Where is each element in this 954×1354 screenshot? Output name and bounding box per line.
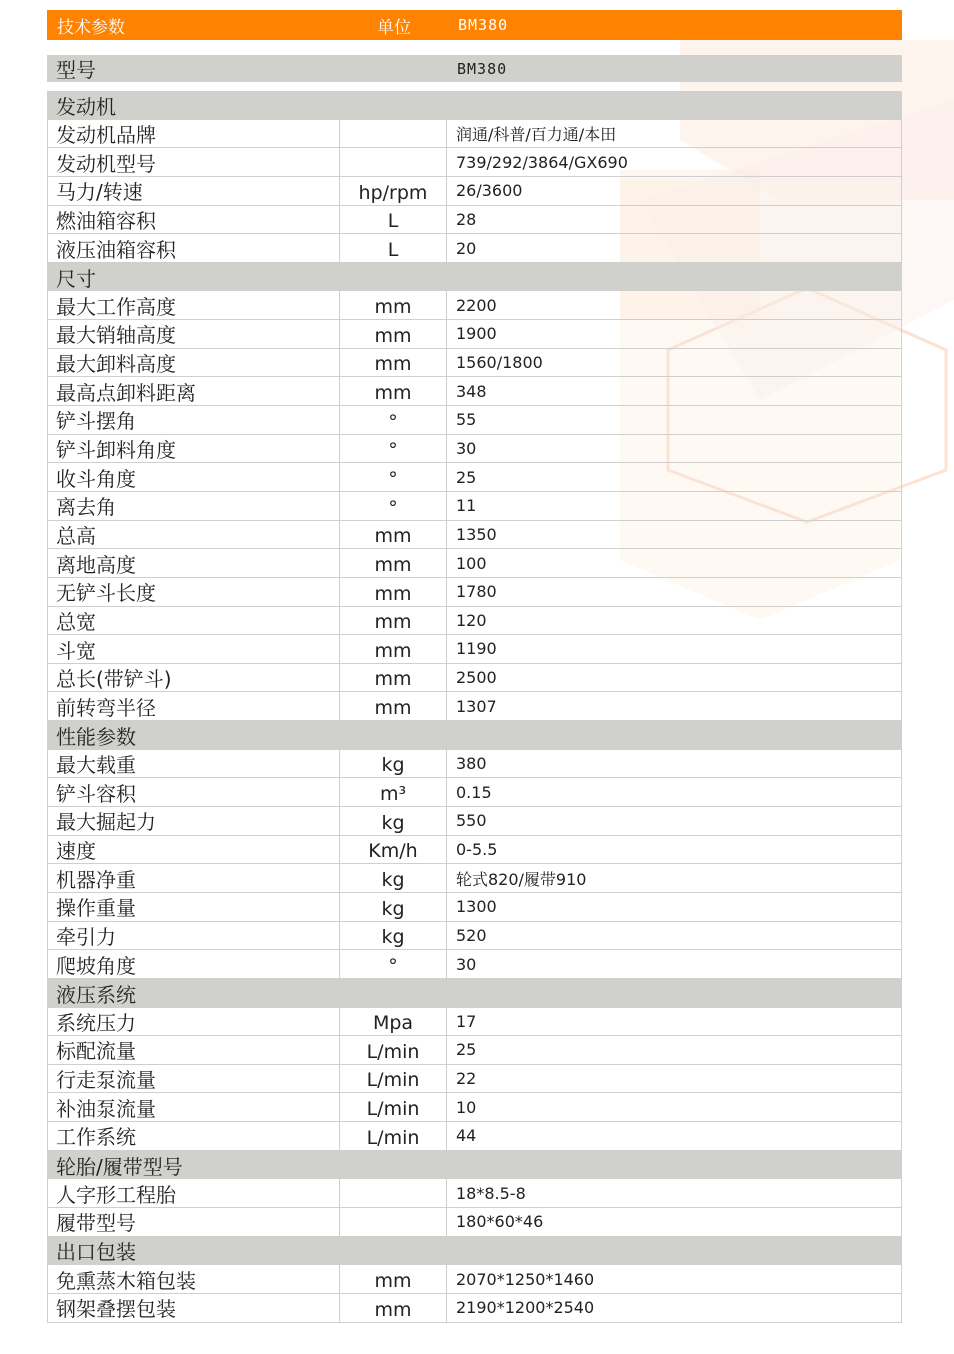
param-value: 55 [456, 410, 477, 430]
table-row [47, 750, 902, 779]
param-unit: Km/h [340, 836, 447, 864]
table-row [47, 492, 902, 521]
param-value: 550 [456, 811, 487, 831]
table-row [47, 864, 902, 893]
param-name: 最大载重 [48, 750, 340, 778]
param-unit: ° [340, 435, 447, 463]
param-name: 操作重量 [48, 893, 340, 921]
param-value: 520 [456, 925, 487, 945]
table-row [47, 893, 902, 922]
param-name: 行走泵流量 [48, 1065, 340, 1093]
table-row [47, 778, 902, 807]
table-row [47, 1036, 902, 1065]
param-value: 25 [456, 1040, 477, 1060]
param-value: 11 [456, 496, 477, 516]
param-value: 30 [456, 439, 477, 458]
param-name: 前转弯半径 [48, 692, 340, 720]
table-row [47, 291, 902, 320]
param-value: 120 [456, 610, 487, 630]
table-row [47, 1294, 902, 1323]
table-row [47, 377, 902, 406]
param-value: 1560/1800 [456, 353, 543, 373]
param-unit [340, 1208, 447, 1236]
param-unit: mm [340, 664, 447, 692]
table-row [47, 521, 902, 550]
param-unit: Mpa [340, 1008, 447, 1036]
param-value: 20 [456, 238, 477, 258]
param-unit [340, 120, 447, 148]
param-value: 润通/科普/百力通/本田 [456, 124, 617, 144]
param-name: 斗宽 [48, 635, 340, 663]
section-header: 尺寸 [47, 263, 902, 292]
param-unit: ° [340, 406, 447, 434]
param-value: 28 [456, 209, 477, 229]
param-value: 2070*1250*1460 [456, 1269, 595, 1289]
param-name: 铲斗容积 [48, 778, 340, 806]
param-unit: mm [340, 521, 447, 549]
param-unit: L/min [340, 1093, 447, 1121]
param-unit: mm [340, 1265, 447, 1293]
param-value: 1190 [456, 639, 497, 659]
table-row [47, 922, 902, 951]
param-unit: mm [340, 692, 447, 720]
param-unit: kg [340, 893, 447, 921]
param-value: 100 [456, 553, 487, 573]
param-name: 人字形工程胎 [48, 1179, 340, 1207]
param-name: 总长(带铲斗) [48, 664, 340, 692]
param-unit: kg [340, 864, 447, 892]
param-unit: mm [340, 549, 447, 577]
param-value: 739/292/3864/GX690 [456, 152, 628, 172]
param-unit: m³ [340, 778, 447, 806]
param-name: 钢架叠摆包装 [48, 1294, 340, 1322]
param-name: 免熏蒸木箱包装 [48, 1265, 340, 1293]
param-unit: mm [340, 320, 447, 348]
param-value: 2500 [456, 668, 497, 688]
table-row [47, 148, 902, 177]
param-name: 最大工作高度 [48, 291, 340, 319]
param-name: 液压油箱容积 [48, 234, 340, 262]
param-value: 26/3600 [456, 181, 523, 201]
table-row [47, 120, 902, 149]
table-row [47, 1265, 902, 1294]
param-unit: hp/rpm [340, 177, 447, 205]
param-unit: L/min [340, 1065, 447, 1093]
param-value: 1300 [456, 897, 497, 917]
table-row [47, 664, 902, 693]
param-value: 轮式820/履带910 [456, 869, 587, 889]
table-row [47, 1122, 902, 1151]
table-row [47, 177, 902, 206]
table-row [47, 807, 902, 836]
param-name: 最高点卸料距离 [48, 377, 340, 405]
param-value: 2190*1200*2540 [456, 1298, 595, 1318]
param-name: 离地高度 [48, 549, 340, 577]
model-value: BM380 [457, 59, 508, 78]
param-name: 工作系统 [48, 1122, 340, 1150]
param-value: 0-5.5 [456, 839, 498, 859]
param-name: 总高 [48, 521, 340, 549]
param-value: 380 [456, 754, 487, 774]
table-row [47, 1208, 902, 1237]
param-unit: L/min [340, 1036, 447, 1064]
param-name: 铲斗摆角 [48, 406, 340, 434]
param-unit: L/min [340, 1122, 447, 1150]
param-name: 总宽 [48, 607, 340, 635]
param-unit: kg [340, 922, 447, 950]
table-row [47, 578, 902, 607]
param-name: 履带型号 [48, 1208, 340, 1236]
param-name: 无铲斗长度 [48, 578, 340, 606]
param-name: 发动机品牌 [48, 120, 340, 148]
param-unit: kg [340, 807, 447, 835]
table-row [47, 1093, 902, 1122]
param-value: 348 [456, 381, 487, 401]
param-unit: L [340, 206, 447, 234]
table-row [47, 549, 902, 578]
param-unit: mm [340, 635, 447, 663]
param-name: 马力/转速 [48, 177, 340, 205]
param-unit: L [340, 234, 447, 262]
param-value: 180*60*46 [456, 1212, 544, 1232]
table-row [47, 1008, 902, 1037]
header-param: 技术参数 [57, 17, 125, 38]
table-row [47, 234, 902, 263]
model-row [47, 55, 902, 82]
param-name: 牵引力 [48, 922, 340, 950]
param-name: 最大卸料高度 [48, 349, 340, 377]
param-unit: ° [340, 492, 447, 520]
param-value: 1900 [456, 324, 497, 344]
param-name: 爬坡角度 [48, 950, 340, 978]
param-unit: mm [340, 377, 447, 405]
param-value: 44 [456, 1126, 477, 1146]
param-unit: mm [340, 578, 447, 606]
param-unit: kg [340, 750, 447, 778]
param-unit: mm [340, 291, 447, 319]
table-row [47, 692, 902, 721]
param-unit: mm [340, 607, 447, 635]
section-header: 发动机 [47, 91, 902, 120]
table-row [47, 1179, 902, 1208]
header-unit: 单位 [377, 17, 411, 38]
param-value: 1780 [456, 582, 497, 602]
table-row [47, 406, 902, 435]
param-name: 系统压力 [48, 1008, 340, 1036]
param-name: 速度 [48, 836, 340, 864]
param-value: 1350 [456, 524, 497, 544]
param-name: 机器净重 [48, 864, 340, 892]
spec-table [47, 91, 902, 1323]
table-row [47, 1065, 902, 1094]
param-name: 发动机型号 [48, 148, 340, 176]
param-unit [340, 148, 447, 176]
param-value: 1307 [456, 696, 497, 716]
param-value: 25 [456, 467, 477, 487]
param-name: 最大销轴高度 [48, 320, 340, 348]
table-row [47, 320, 902, 349]
param-unit: mm [340, 349, 447, 377]
section-header: 液压系统 [47, 979, 902, 1008]
param-unit: mm [340, 1294, 447, 1322]
param-name: 离去角 [48, 492, 340, 520]
param-value: 10 [456, 1097, 477, 1117]
table-row [47, 463, 902, 492]
param-name: 收斗角度 [48, 463, 340, 491]
param-value: 22 [456, 1069, 477, 1089]
param-value: 2200 [456, 295, 497, 315]
param-name: 最大掘起力 [48, 807, 340, 835]
section-header: 性能参数 [47, 721, 902, 750]
table-row [47, 635, 902, 664]
param-value: 30 [456, 954, 477, 974]
param-value: 18*8.5-8 [456, 1183, 526, 1203]
param-value: 0.15 [456, 782, 492, 802]
table-row [47, 435, 902, 464]
model-label: 型号 [56, 58, 96, 82]
param-name: 标配流量 [48, 1036, 340, 1064]
section-header: 轮胎/履带型号 [47, 1151, 902, 1180]
param-unit: ° [340, 463, 447, 491]
table-row [47, 950, 902, 979]
table-row [47, 206, 902, 235]
header-model: BM380 [458, 16, 509, 34]
section-header: 出口包装 [47, 1237, 902, 1266]
param-unit: ° [340, 950, 447, 978]
param-unit [340, 1179, 447, 1207]
param-name: 燃油箱容积 [48, 206, 340, 234]
param-name: 铲斗卸料角度 [48, 435, 340, 463]
table-row [47, 349, 902, 378]
param-value: 17 [456, 1011, 477, 1031]
table-row [47, 836, 902, 865]
table-header [47, 10, 902, 40]
table-row [47, 607, 902, 636]
param-name: 补油泵流量 [48, 1093, 340, 1121]
